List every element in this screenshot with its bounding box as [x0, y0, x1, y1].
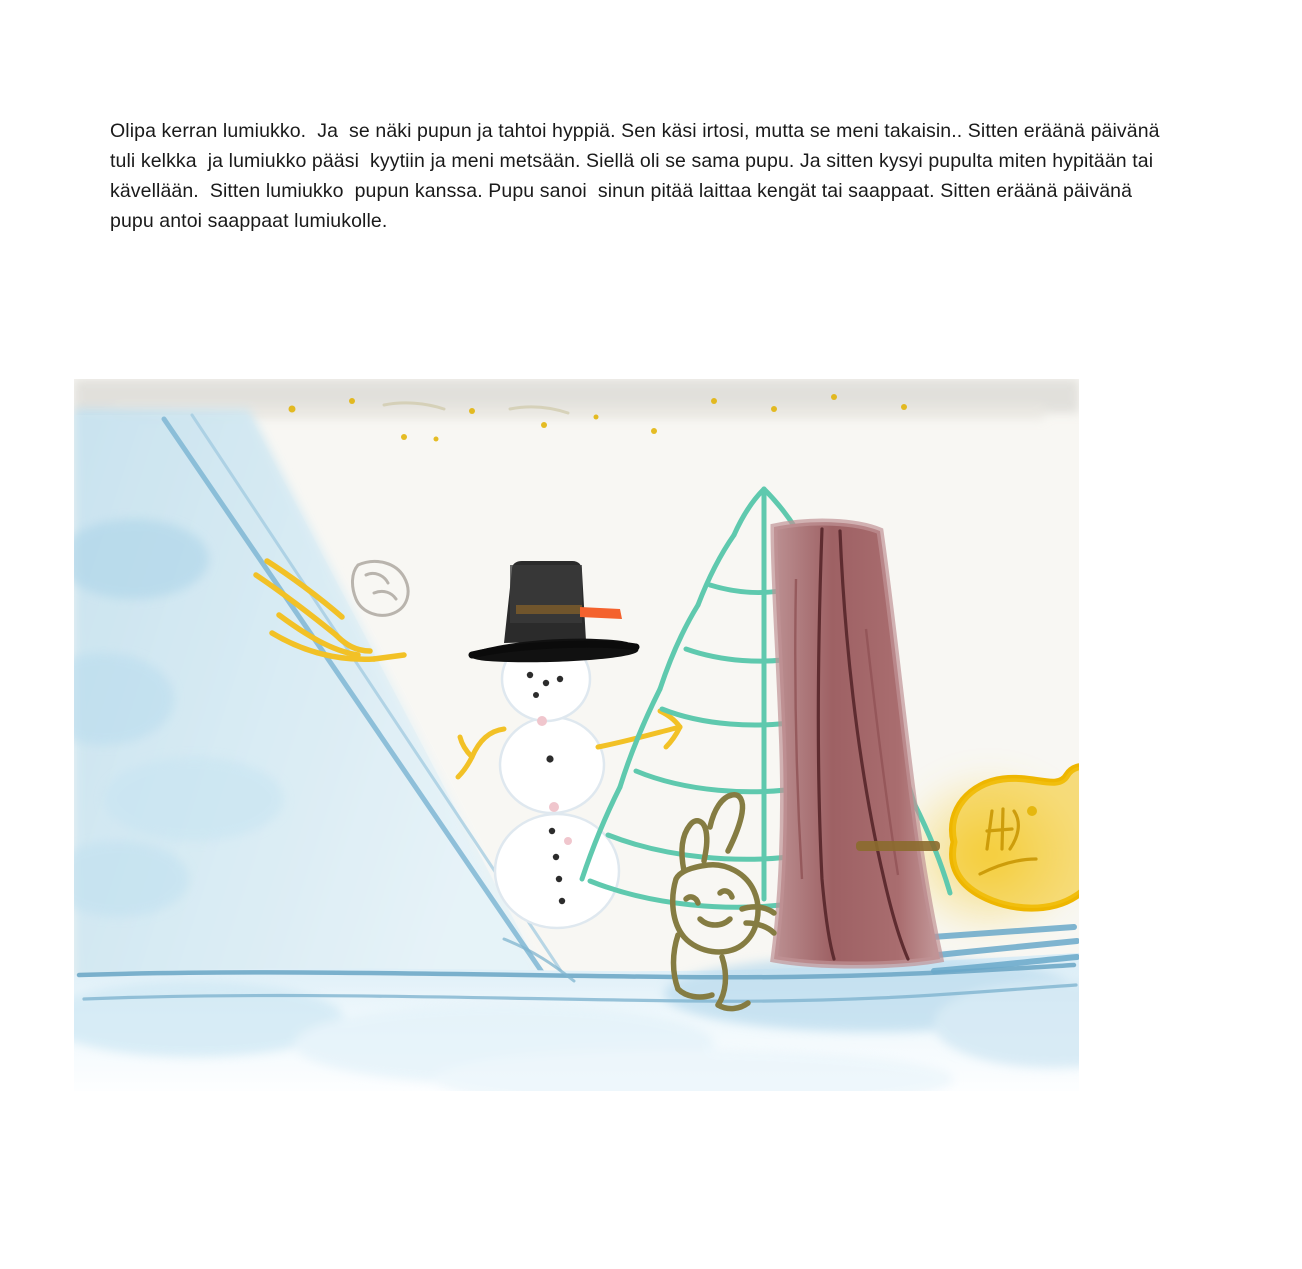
trunk-branch [856, 841, 940, 851]
carrot-nose-icon [580, 607, 622, 619]
childrens-drawing [74, 379, 1079, 1091]
story-paragraph: Olipa kerran lumiukko. Ja se näki pupun ja tahtoi hyppiä. Sen käsi irtosi, mutta se meni takaisin.. Sitten eräänä päivänä tuli kelkka ja lumiukko pääsi kyytiin ja meni metsään. Siellä oli se sama pupu. Ja sitten kysyi pupulta miten hypitään tai kävellään. Sitten lumiukko pupun kanssa. Pupu sanoi sinun pitää laittaa kengät tai saappaat. Sitten eräänä päivänä pupu antoi saappaat lumiukolle. [110, 119, 1166, 232]
illustration-canvas [74, 379, 1079, 1091]
